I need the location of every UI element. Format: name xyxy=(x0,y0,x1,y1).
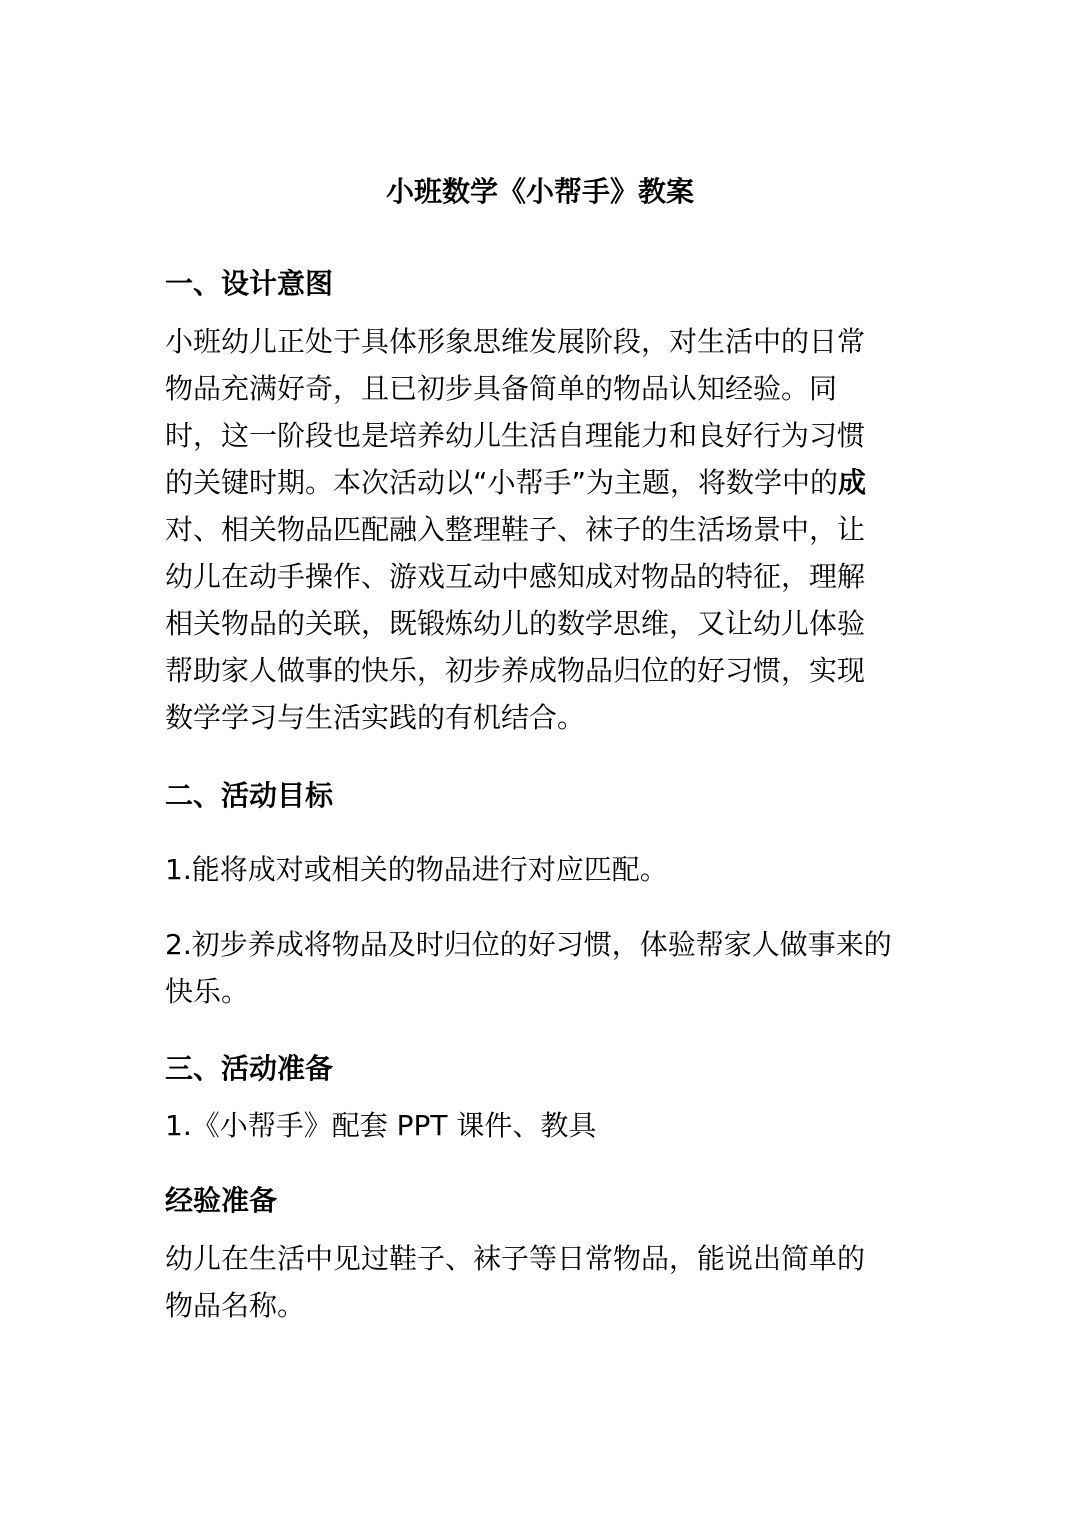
bold-character: 成 xyxy=(838,466,867,499)
section-heading-activity-prep: 三、活动准备 xyxy=(165,1052,334,1085)
paragraph-line: 小班幼儿正处于具体形象思维发展阶段，对生活中的日常 xyxy=(165,325,866,358)
paragraph-line: 相关物品的关联，既锻炼幼儿的数学思维，又让幼儿体验 xyxy=(165,607,866,640)
paragraph-line: 物品名称。 xyxy=(165,1289,306,1322)
paragraph-line-text: 的关键时期。本次活动以“小帮手”为主题，将数学中的 xyxy=(165,466,839,499)
section-heading-activity-goals: 二、活动目标 xyxy=(165,779,334,812)
paragraph-line: 数学学习与生活实践的有机结合。 xyxy=(165,701,586,734)
section-heading-design-intent: 一、设计意图 xyxy=(165,267,334,300)
prep-item-1: 1.《小帮手》配套 PPT 课件、教具 xyxy=(165,1109,597,1142)
paragraph-line: 物品充满好奇，且已初步具备简单的物品认知经验。同 xyxy=(165,372,838,405)
paragraph-line: 对、相关物品匹配融入整理鞋子、袜子的生活场景中，让 xyxy=(165,513,866,546)
section-heading-experience-prep: 经验准备 xyxy=(165,1184,278,1217)
document-title: 小班数学《小帮手》教案 xyxy=(385,175,694,208)
paragraph-line: 快乐。 xyxy=(165,975,250,1008)
paragraph-line: 时，这一阶段也是培养幼儿生活自理能力和良好行为习惯 xyxy=(165,419,866,452)
paragraph-line: 幼儿在动手操作、游戏互动中感知成对物品的特征，理解 xyxy=(165,560,866,593)
paragraph-line: 帮助家人做事的快乐，初步养成物品归位的好习惯，实现 xyxy=(165,654,866,687)
paragraph-line xyxy=(165,463,866,503)
paragraph-line: 2.初步养成将物品及时归位的好习惯，体验帮家人做事来的 xyxy=(165,928,892,961)
goal-item-1: 1.能将成对或相关的物品进行对应匹配。 xyxy=(165,853,668,886)
paragraph-line: 幼儿在生活中见过鞋子、袜子等日常物品，能说出简单的 xyxy=(165,1242,866,1275)
